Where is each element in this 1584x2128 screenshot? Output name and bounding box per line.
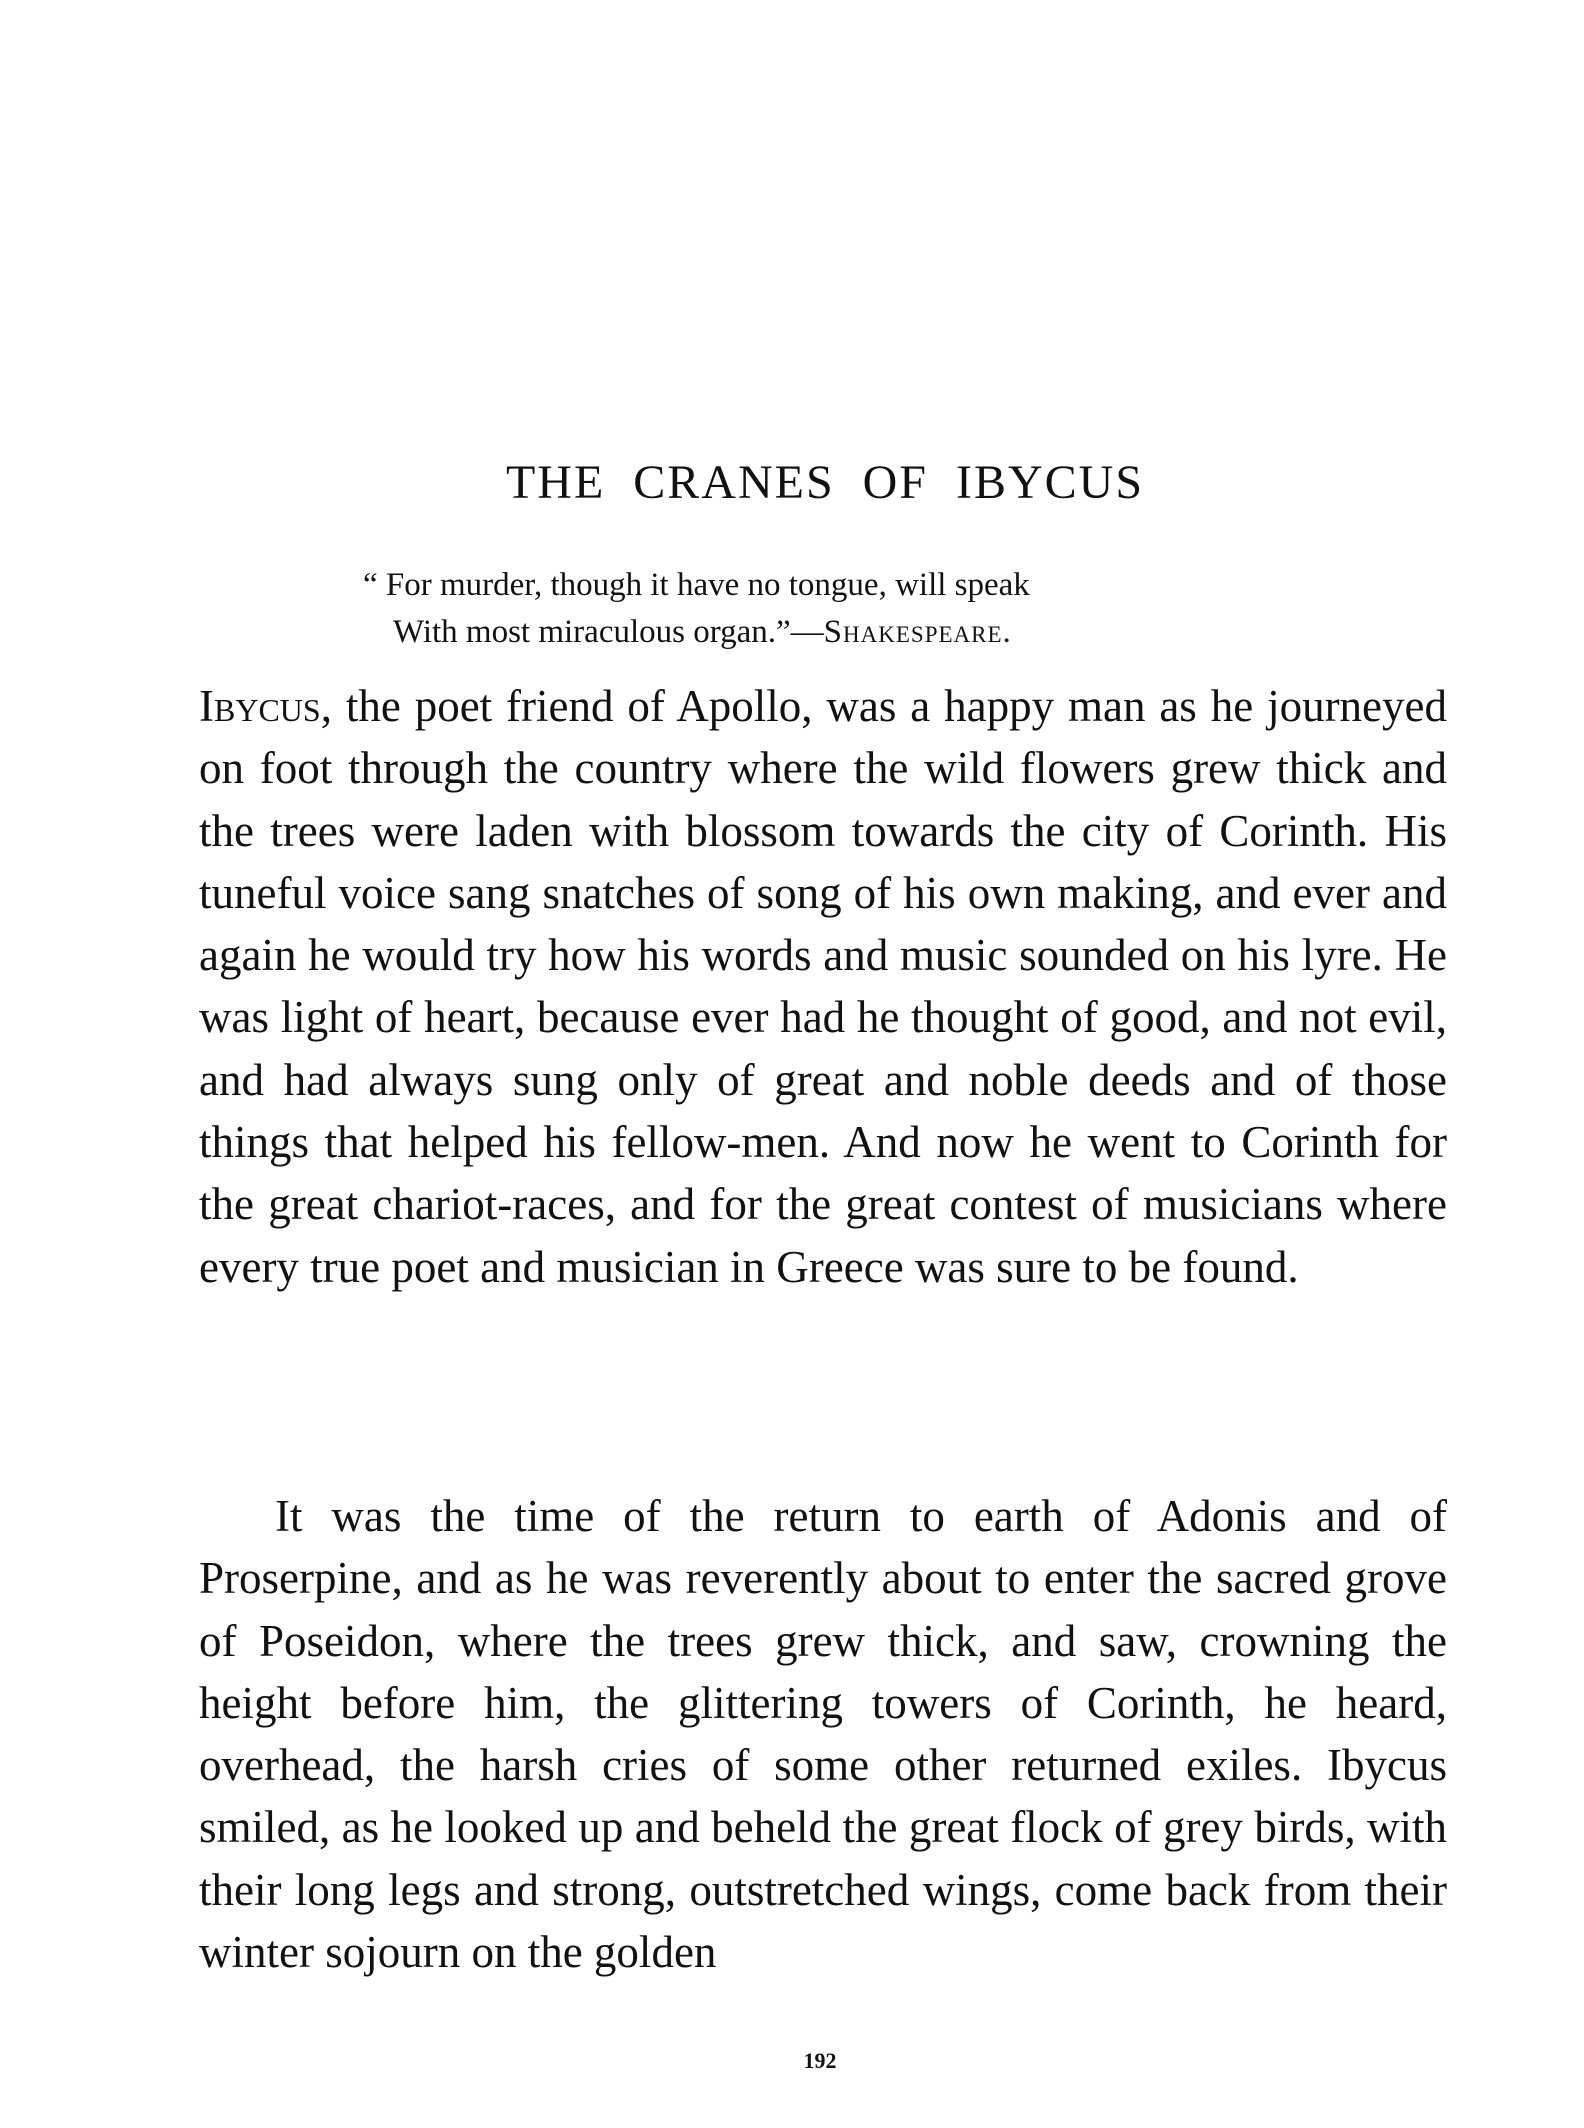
epigraph-line-2: [393, 609, 1012, 656]
paragraph-1: [199, 675, 1447, 1298]
paragraph-2: [199, 1485, 1447, 1983]
chapter-title: THE CRANES OF IBYCUS: [505, 456, 1145, 509]
epigraph-attribution: Shakespeare.: [823, 614, 1012, 650]
paragraph-2-text: It was the time of the return to earth of Adonis and of Proserpine, and as he was reverently about to enter the sacred grove of Poseidon, where the trees grew thick, and saw, crowning the height before him, the glittering towers of Corinth, he heard, overhead, the harsh cries of some other returned exiles. Ibycus smiled, as he looked up and beheld the great flock of grey birds, with their long legs and strong, outstretched wings, come back from their winter sojourn on the golden: [199, 1491, 1447, 1978]
epigraph-line-2-text: With most miraculous organ.”—: [393, 614, 824, 650]
paragraph-1-text: , the poet friend of Apollo, was a happy man as he journeyed on foot through the country where the wild flowers grew thick and the trees were laden with blossom towards the city of Corinth. His tuneful voice sang snatches of song of his own making, and ever and again he would try how his words and music sounded on his lyre. He was light of heart, because ever had he thought of good, and not evil, and had always sung only of great and noble deeds and of those things that helped his fellow-men. And now he went to Corinth for the great chariot-races, and for the great contest of musicians where every true poet and musician in Greece was sure to be found.: [199, 681, 1447, 1292]
epigraph-line-1: “ For murder, though it have no tongue, will speak: [363, 567, 1030, 603]
page-number: 192: [803, 2048, 837, 2073]
paragraph-lead-word: Ibycus: [199, 681, 321, 731]
